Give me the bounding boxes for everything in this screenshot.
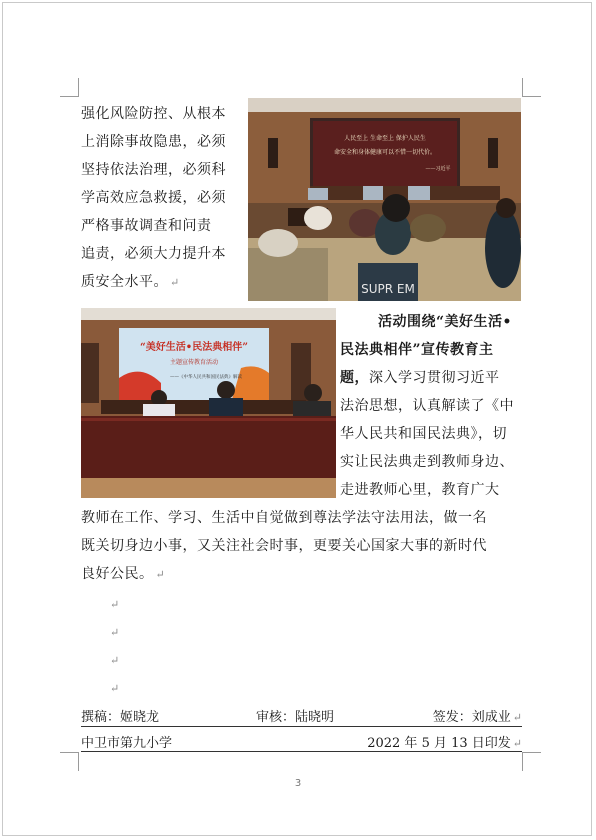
text-line (81, 268, 226, 297)
text-line: 法治思想，认真解读了《中 (340, 398, 514, 414)
photo-stage-event (81, 308, 336, 498)
text-line (340, 308, 514, 336)
issue-date (367, 732, 522, 751)
text-span-bold: 活动围绕“美好生活• (378, 314, 513, 330)
paragraph-mark-icon: ↵ (155, 568, 166, 581)
paragraph-mark-icon: ↵ (512, 737, 522, 750)
banner-subtitle: 主题宣传教育活动 (169, 359, 219, 366)
text-line: 走进教师心里，教育广大 (340, 482, 500, 498)
text-line: 华人民共和国民法典》，切 (340, 426, 507, 442)
text-line: 上消除事故隐患，必须 (81, 134, 226, 150)
paragraph-mark-icon: ↵ (110, 598, 120, 611)
margin-corner-top-right (522, 78, 541, 97)
banner-title: “美好生活•民法典相伴” (140, 342, 248, 353)
text-line: 追责，必须大力提升本 (81, 246, 226, 262)
paragraph-mark-icon: ↵ (170, 276, 180, 289)
margin-corner-bottom-left (60, 752, 79, 771)
text-line: 民法典相伴”宣传教育主 (340, 342, 494, 358)
banner-text: 命安全和身体健康可以不惜一切代价。 (333, 149, 437, 156)
text-line (81, 560, 487, 589)
footer-divider (81, 726, 522, 727)
author-credit: 撰稿：姬晓龙 (81, 710, 160, 725)
text-span: 深入学习贯彻习近平 (369, 370, 500, 386)
photo-meeting-hall (248, 98, 521, 301)
margin-corner-top-left (60, 78, 79, 97)
paragraph-civil-code-full (81, 504, 487, 589)
text-line: 强化风险防控、从根本 (81, 106, 226, 122)
reviewer-credit: 审核：陆晓明 (256, 710, 335, 725)
school-name: 中卫市第九小学 (81, 736, 173, 751)
paragraph-mark-icon: ↵ (110, 654, 120, 667)
banner-line: ——《中华人民共和国民法典》解读 (170, 375, 242, 380)
banner-text: 人民至上 生命至上 保护人民生 (344, 135, 426, 142)
paragraph-mark-icon: ↵ (110, 682, 120, 695)
stage-event-image (81, 308, 336, 498)
text-line: 既关切身边小事，又关注社会时事，更要关心国家大事的新时代 (81, 538, 487, 554)
paragraph-mark-icon: ↵ (512, 711, 522, 724)
margin-corner-bottom-right (522, 752, 541, 771)
text-line: 坚持依法治理，必须科 (81, 162, 226, 178)
text-line: 学高效应急救援，必须 (81, 190, 226, 206)
shirt-text: SUPR EM (361, 282, 415, 296)
text-line: 实让民法典走到教师身边、 (340, 454, 514, 470)
text-line: 教师在工作、学习、生活中自觉做到尊法学法守法用法，做一名 (81, 510, 487, 526)
issuer-credit (433, 706, 522, 725)
paragraph-mark-icon: ↵ (110, 626, 120, 639)
banner-text: ——习近平 (425, 166, 451, 172)
issue-date-text: 2022 年 5 月 13 日印发 (367, 736, 511, 751)
meeting-hall-image (248, 98, 521, 301)
page-number: 3 (294, 778, 302, 789)
text-span: 良好公民。 (81, 566, 154, 582)
footer-divider-bottom (81, 751, 522, 752)
text-line (340, 364, 514, 392)
text-span-bold: 题， (340, 370, 369, 386)
paragraph-safety (81, 100, 226, 297)
issuer-text: 签发：刘成业 (432, 710, 511, 725)
text-line: 严格事故调查和问责 (81, 218, 212, 234)
text-span: 质安全水平。 (81, 274, 168, 290)
paragraph-civil-code-right (340, 308, 514, 504)
